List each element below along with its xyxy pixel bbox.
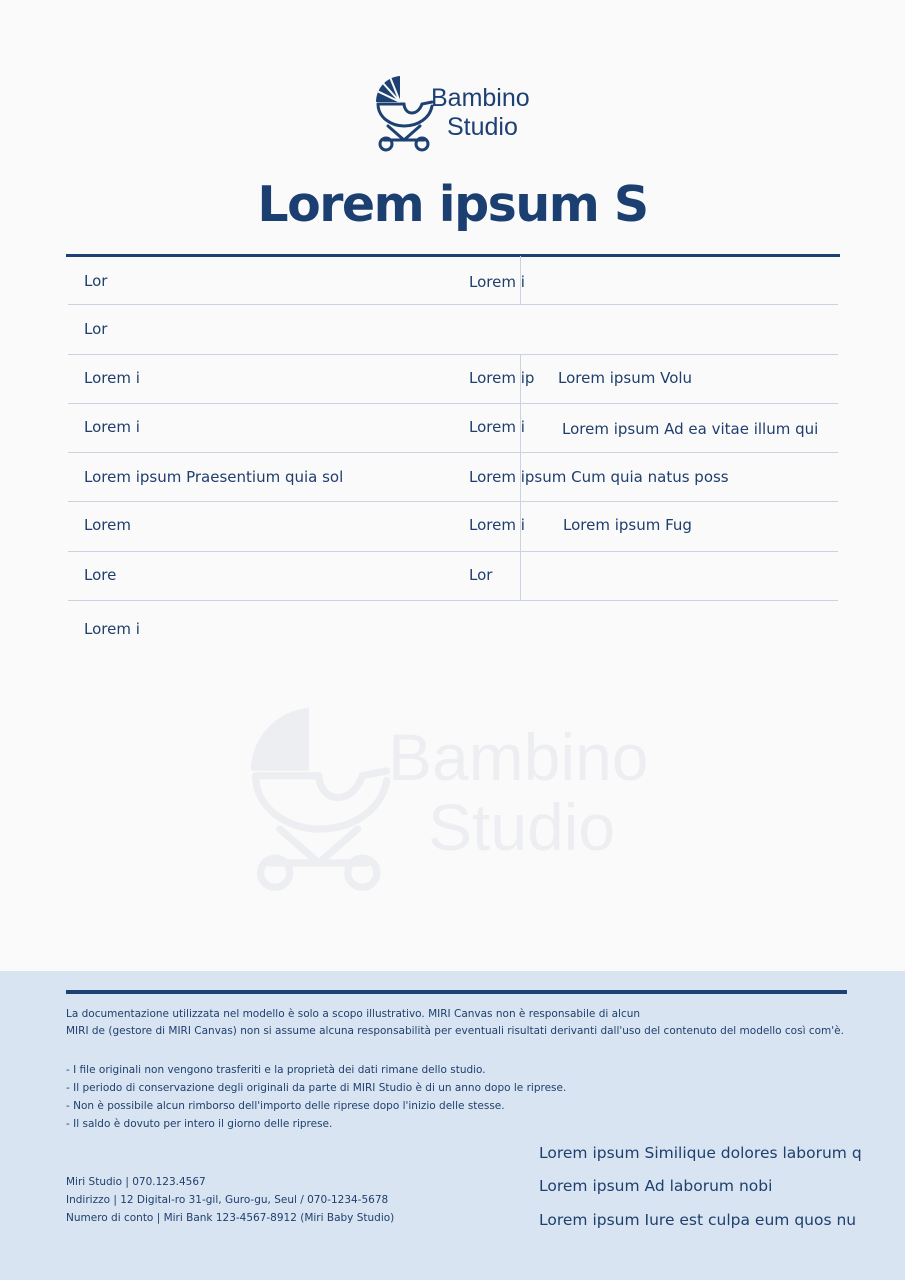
- row-label: Lorem i: [84, 418, 140, 436]
- baby-stroller-icon: [246, 700, 406, 900]
- row-value: Lorem ipsum Fug: [563, 516, 692, 534]
- footer-rule: [66, 990, 847, 994]
- brand-watermark: [246, 700, 686, 900]
- row-label: Lorem i: [469, 516, 525, 534]
- notes-label: Lorem i: [84, 620, 140, 638]
- table-row: [68, 453, 838, 502]
- contact-line: Miri Studio | 070.123.4567: [66, 1176, 206, 1188]
- row-label: Lore: [84, 566, 117, 584]
- footer: [0, 971, 905, 1280]
- row-label: Lorem i: [469, 418, 525, 436]
- row-label: Lorem ipsum Cum quia natus poss: [469, 468, 729, 486]
- terms-item: - Il periodo di conservazione degli originali da parte di MIRI Studio è di un anno dopo le riprese.: [66, 1082, 567, 1094]
- table-row: [68, 256, 838, 305]
- brand-name-line1: Bambino: [431, 84, 530, 112]
- footer-right-line: Lorem ipsum Similique dolores laborum q: [539, 1144, 862, 1162]
- table-row: [68, 355, 838, 404]
- page-title: Lorem ipsum S: [257, 176, 648, 233]
- table-row: [68, 305, 838, 355]
- watermark-line1: Bambino: [388, 720, 649, 794]
- footer-right-line: Lorem ipsum Ad laborum nobi: [539, 1177, 773, 1195]
- row-label: Lor: [84, 272, 108, 290]
- brand-logo: [374, 74, 564, 154]
- table-row: [68, 502, 838, 552]
- disclaimer-line: La documentazione utilizzata nel modello è solo a scopo illustrativo. MIRI Canvas non è responsabile di alcun: [66, 1008, 641, 1020]
- row-label: Lorem: [84, 516, 131, 534]
- brand-name-line2: Studio: [447, 113, 518, 141]
- row-value: Lorem ipsum Ad ea vitae illum qui: [562, 420, 819, 438]
- row-value: Lorem ipsum Volu: [558, 369, 693, 387]
- disclaimer-line: MIRI de (gestore di MIRI Canvas) non si assume alcuna responsabilità per eventuali risultati derivanti dall'uso del contenuto del modello così com'è.: [66, 1025, 844, 1037]
- brand-name: [428, 84, 530, 142]
- column-divider: [520, 552, 521, 600]
- row-label: Lorem i: [84, 369, 140, 387]
- footer-right-line: Lorem ipsum Iure est culpa eum quos nu: [539, 1211, 857, 1229]
- table-row: [68, 552, 838, 601]
- row-label: Lorem ip: [469, 369, 535, 387]
- row-label: Lorem i: [469, 273, 525, 291]
- row-label: Lorem ipsum Praesentium quia sol: [84, 468, 344, 486]
- terms-item: - I file originali non vengono trasferiti e la proprietà dei dati rimane dello studio.: [66, 1064, 486, 1076]
- row-label: Lor: [469, 566, 493, 584]
- terms-item: - Il saldo è dovuto per intero il giorno delle riprese.: [66, 1118, 333, 1130]
- watermark-line2: Studio: [428, 790, 616, 864]
- table-row: [68, 404, 838, 453]
- terms-item: - Non è possibile alcun rimborso dell'importo delle riprese dopo l'inizio delle stesse.: [66, 1100, 505, 1112]
- watermark-text: [388, 722, 649, 862]
- contact-line: Numero di conto | Miri Bank 123-4567-8912 (Miri Baby Studio): [66, 1212, 395, 1224]
- contact-line: Indirizzo | 12 Digital-ro 31-gil, Guro-gu, Seul / 070-1234-5678: [66, 1194, 389, 1206]
- row-label: Lor: [84, 320, 108, 338]
